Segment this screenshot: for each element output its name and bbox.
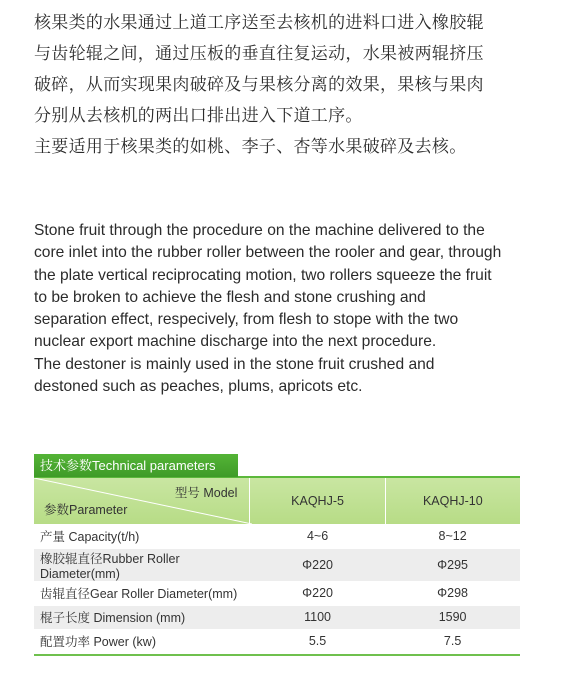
chinese-line-2: 与齿轮辊之间，通过压板的垂直往复运动，水果被两辊挤压	[34, 44, 484, 64]
chinese-line-5: 主要适用于核果类的如桃、李子、杏等水果破碎及去核。	[34, 137, 467, 157]
table-row	[34, 605, 520, 629]
model-header-1: KAQHJ-5	[250, 478, 385, 524]
english-line-6: nuclear export machine discharge into the next procedure.	[34, 333, 437, 351]
parameter-header-label: 参数Parameter	[44, 503, 128, 517]
technical-parameters-section	[34, 454, 520, 656]
english-line-7: The destoner is mainly used in the stone fruit crushed and	[34, 355, 435, 373]
diagonal-header-cell	[34, 478, 250, 524]
technical-parameters-table	[34, 478, 520, 654]
row-value: Φ298	[385, 581, 520, 605]
row-value: Φ295	[385, 548, 520, 581]
english-line-2: core inlet into the rubber roller between the rooler and gear, through	[34, 244, 502, 262]
table-bottom-rule	[34, 654, 520, 656]
english-line-1: Stone fruit through the procedure on the machine delivered to the	[34, 222, 485, 239]
row-value: 4~6	[250, 524, 385, 548]
row-value: 1100	[250, 605, 385, 629]
english-line-4: to be broken to achieve the flesh and stone crushing and	[34, 288, 426, 306]
model-header-label: 型号 Model	[174, 486, 238, 500]
english-line-3: the plate vertical reciprocating motion, two rollers squeeze the fruit	[34, 266, 492, 284]
row-label: 配置功率 Power (kw)	[34, 629, 250, 653]
table-title: 技术参数Technical parameters	[34, 454, 238, 477]
row-label: 齿辊直径Gear Roller Diameter(mm)	[34, 581, 250, 605]
row-value: Φ220	[250, 581, 385, 605]
row-value: 1590	[385, 605, 520, 629]
row-label: 棍子长度 Dimension (mm)	[34, 605, 250, 629]
english-line-5: separation effect, respecively, from flesh to stope with the two	[34, 311, 459, 329]
row-value: 8~12	[385, 524, 520, 548]
row-label: 橡胶辊直径Rubber Roller Diameter(mm)	[34, 548, 250, 581]
row-label: 产量 Capacity(t/h)	[34, 524, 250, 548]
row-value: Φ220	[250, 548, 385, 581]
english-line-8: destoned such as peaches, plums, apricots etc.	[34, 378, 363, 396]
chinese-line-1: 核果类的水果通过上道工序送至去核机的进料口进入橡胶辊	[34, 13, 484, 33]
model-header-2: KAQHJ-10	[385, 478, 520, 524]
row-value: 5.5	[250, 629, 385, 653]
english-description	[34, 220, 544, 398]
chinese-description	[34, 8, 554, 163]
row-value: 7.5	[385, 629, 520, 653]
table-row	[34, 524, 520, 548]
table-row	[34, 629, 520, 653]
table-row	[34, 548, 520, 581]
chinese-line-4: 分别从去核机的两出口排出进入下道工序。	[34, 106, 363, 126]
table-header-row	[34, 478, 520, 524]
chinese-line-3: 破碎，从而实现果肉破碎及与果核分离的效果，果核与果肉	[34, 75, 484, 95]
table-row	[34, 581, 520, 605]
